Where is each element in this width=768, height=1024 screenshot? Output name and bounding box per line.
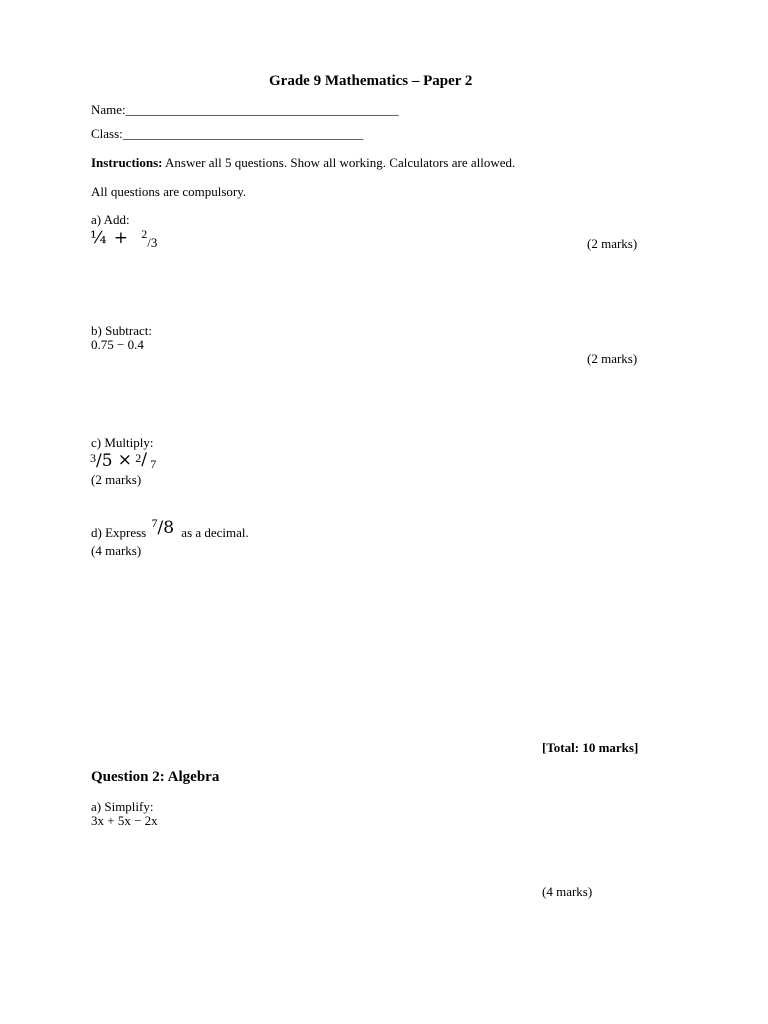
q1c-numerator-2: 2 <box>135 451 142 465</box>
question-2-heading: Question 2: Algebra <box>91 769 220 785</box>
class-label: Class: <box>91 126 123 141</box>
instructions <box>91 156 515 169</box>
q1a-denominator: /3 <box>147 235 158 250</box>
q1c-numerator-1: 3 <box>90 451 96 465</box>
q1a-expression <box>90 227 158 250</box>
q1d-marks: (4 marks) <box>91 543 142 558</box>
q1a-marks: (2 marks) <box>587 236 638 251</box>
instructions-label: Instructions: <box>91 155 163 170</box>
q2a-expression: 3x + 5x − 2x <box>91 813 158 828</box>
q1d-line <box>91 514 249 540</box>
instructions-text: Answer all 5 questions. Show all working. Calculators are allowed. <box>162 155 516 170</box>
q1a-label: a) Add: <box>91 212 130 227</box>
q1b-label: b) Subtract: <box>91 323 153 338</box>
class-field <box>91 127 363 140</box>
q1b-marks: (2 marks) <box>587 351 638 366</box>
q1a-quarter: ¼ <box>90 228 107 248</box>
q1d-prefix: d) Express <box>91 525 147 540</box>
q1a-plus: + <box>113 228 128 248</box>
q1c-label: c) Multiply: <box>91 435 154 450</box>
q1c-denominator-2: 7 <box>150 457 157 471</box>
q1d-numerator: 7 <box>151 516 158 530</box>
q1a-numerator: 2 <box>141 227 148 241</box>
q2a-marks: (4 marks) <box>542 884 593 899</box>
q1c-expression <box>90 452 156 469</box>
q1-total-marks: [Total: 10 marks] <box>542 740 639 755</box>
q1c-slash-2: / <box>141 450 148 470</box>
q2a-label: a) Simplify: <box>91 799 154 814</box>
name-label: Name: <box>91 102 126 117</box>
name-blank-line: __________________________________________ <box>125 102 399 117</box>
class-blank-line: _____________________________________ <box>122 126 364 141</box>
q1b-expression: 0.75 − 0.4 <box>91 337 144 352</box>
q1d-suffix: as a decimal. <box>181 525 249 540</box>
compulsory-note: All questions are compulsory. <box>91 184 247 199</box>
q1c-denominator-1: /5 <box>96 451 113 471</box>
q1c-times: × <box>117 450 133 470</box>
name-field <box>91 103 399 116</box>
q1d-denominator: /8 <box>157 518 175 538</box>
page-title: Grade 9 Mathematics – Paper 2 <box>269 73 473 89</box>
q1c-marks: (2 marks) <box>91 472 142 487</box>
